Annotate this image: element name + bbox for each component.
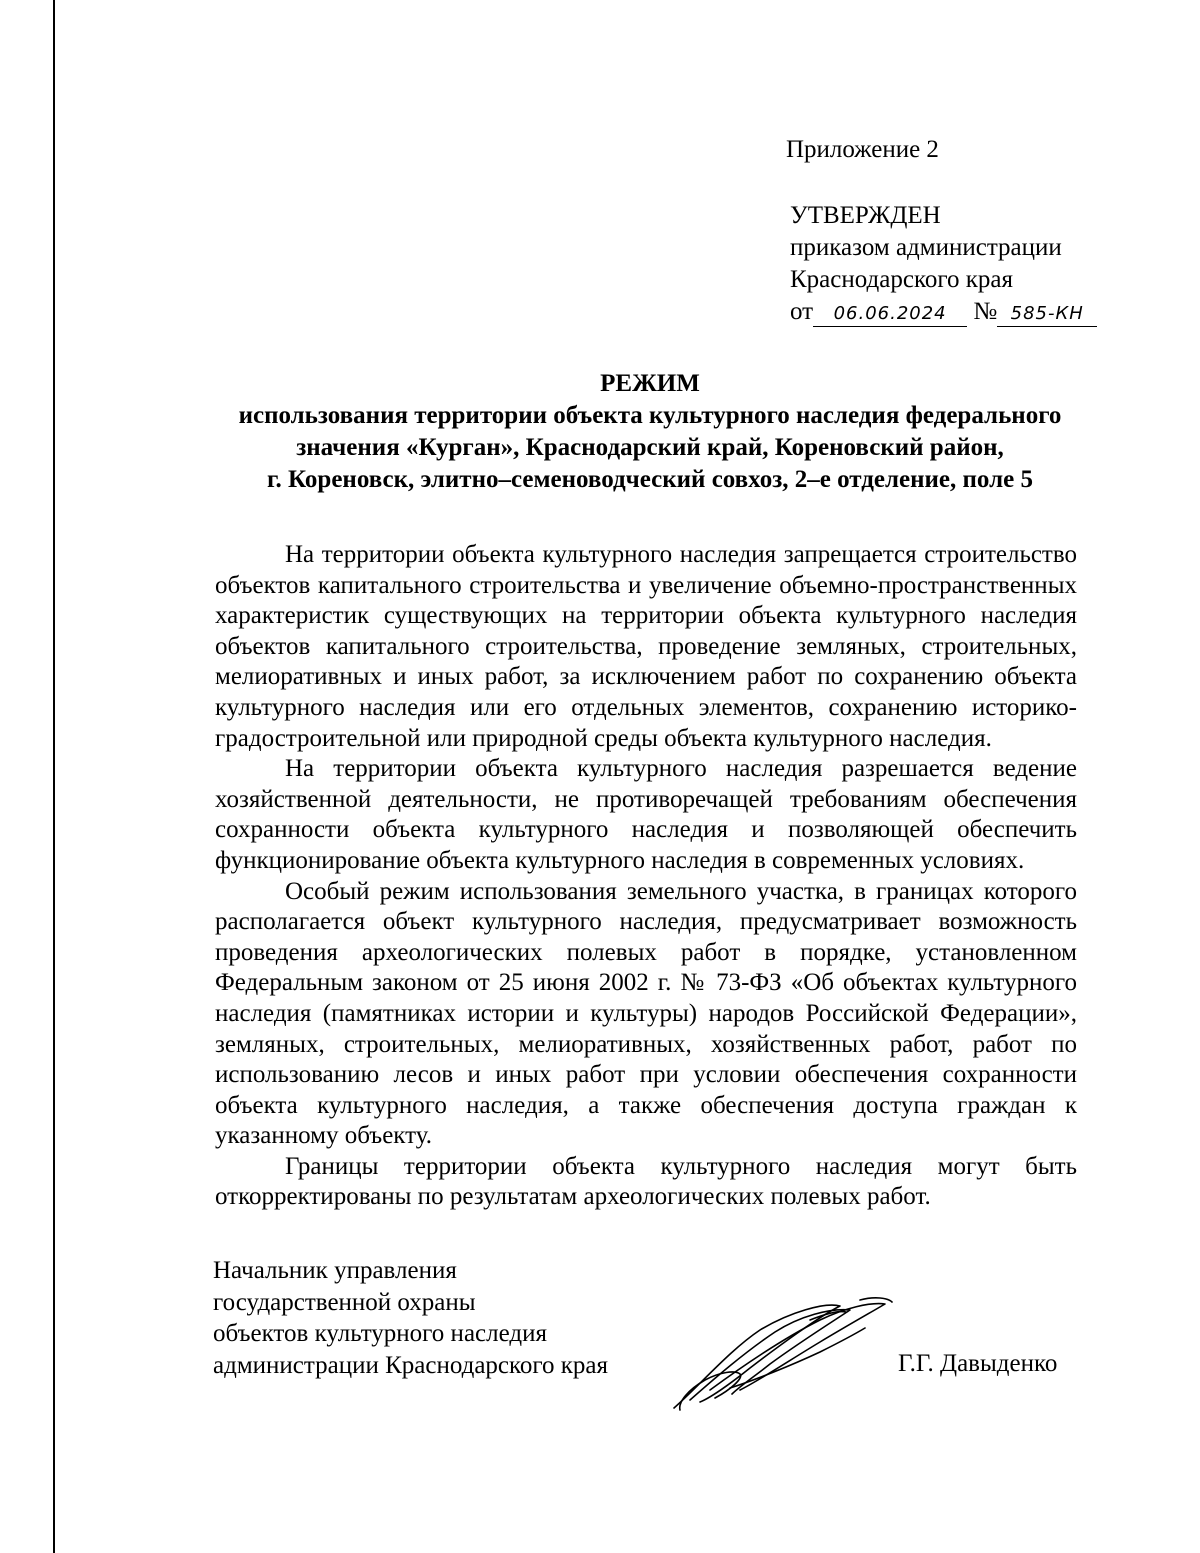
title-line-4: г. Кореновск, элитно–семеноводческий совхоз, 2–е отделение, поле 5 (267, 466, 1033, 493)
approval-block (790, 200, 1097, 328)
paragraph-permitted-activity: На территории объекта культурного наследия разрешается ведение хозяйственной деятельности, не противоречащей требованиям обеспечения сохранности объекта культурного наследия и позволяющей обеспечить функционирование объекта культурного наследия в современных условиях. (215, 755, 1077, 874)
title-line-1: РЕЖИМ (600, 370, 700, 397)
scan-edge-line (53, 0, 55, 1553)
order-line (790, 296, 1097, 328)
approved-heading: УТВЕРЖДЕН (790, 202, 941, 229)
order-number-handwritten: 585-КН (997, 302, 1097, 327)
handwritten-signature (660, 1290, 900, 1420)
signer-name: Г.Г. Давыденко (898, 1350, 1058, 1377)
title-line-2: использования территории объекта культурного наследия федерального (238, 402, 1062, 429)
signer-line-1: Начальник управления (213, 1257, 457, 1284)
signer-line-2: государственной охраны (213, 1288, 476, 1316)
approved-by-line2: Краснодарского края (790, 266, 1013, 293)
paragraph-boundaries: Границы территории объекта культурного наследия могут быть откорректированы по результатам археологических полевых работ. (215, 1152, 1077, 1211)
order-number-label: № (973, 298, 998, 325)
approved-by-line1: приказом администрации (790, 234, 1062, 261)
order-date-handwritten: 06.06.2024 (813, 302, 967, 327)
body-text (215, 540, 1077, 1213)
paragraph-special-regime: Особый режим использования земельного участка, в границах которого располагается объект культурного наследия, предусматривает возможность проведения археологических полевых работ в порядке, установленном Федеральным законом от 25 июня 2002 г. № 73-ФЗ «Об объектах культурного наследия (памятниках истории и культуры) народов Российской Федерации», земляных, строительных, мелиоративных, хозяйственных работ, работ по использованию лесов и иных работ при условии обеспечения сохранности объекта культурного наследия, а также обеспечения доступа граждан к указанному объекту. (215, 877, 1077, 1150)
title-line-3: значения «Курган», Краснодарский край, Кореновский район, (296, 434, 1004, 461)
signer-line-3: объектов культурного наследия (213, 1320, 547, 1347)
document-title (200, 368, 1100, 496)
signer-line-4: администрации Краснодарского края (213, 1351, 609, 1379)
order-from-label: от (790, 298, 814, 325)
paragraph-prohibitions: На территории объекта культурного наследия запрещается строительство объектов капитального строительства и увеличение объемно-пространственных характеристик существующих на территории объекта культурного наследия объектов капитального строительства, проведение земляных, строительных, мелиоративных и иных работ, за исключением работ по сохранению объекта культурного наследия или его отдельных элементов, сохранению историко-градостроительной или природной среды объекта культурного наследия. (215, 541, 1077, 752)
signer-position (213, 1255, 608, 1381)
appendix-label: Приложение 2 (786, 136, 939, 163)
